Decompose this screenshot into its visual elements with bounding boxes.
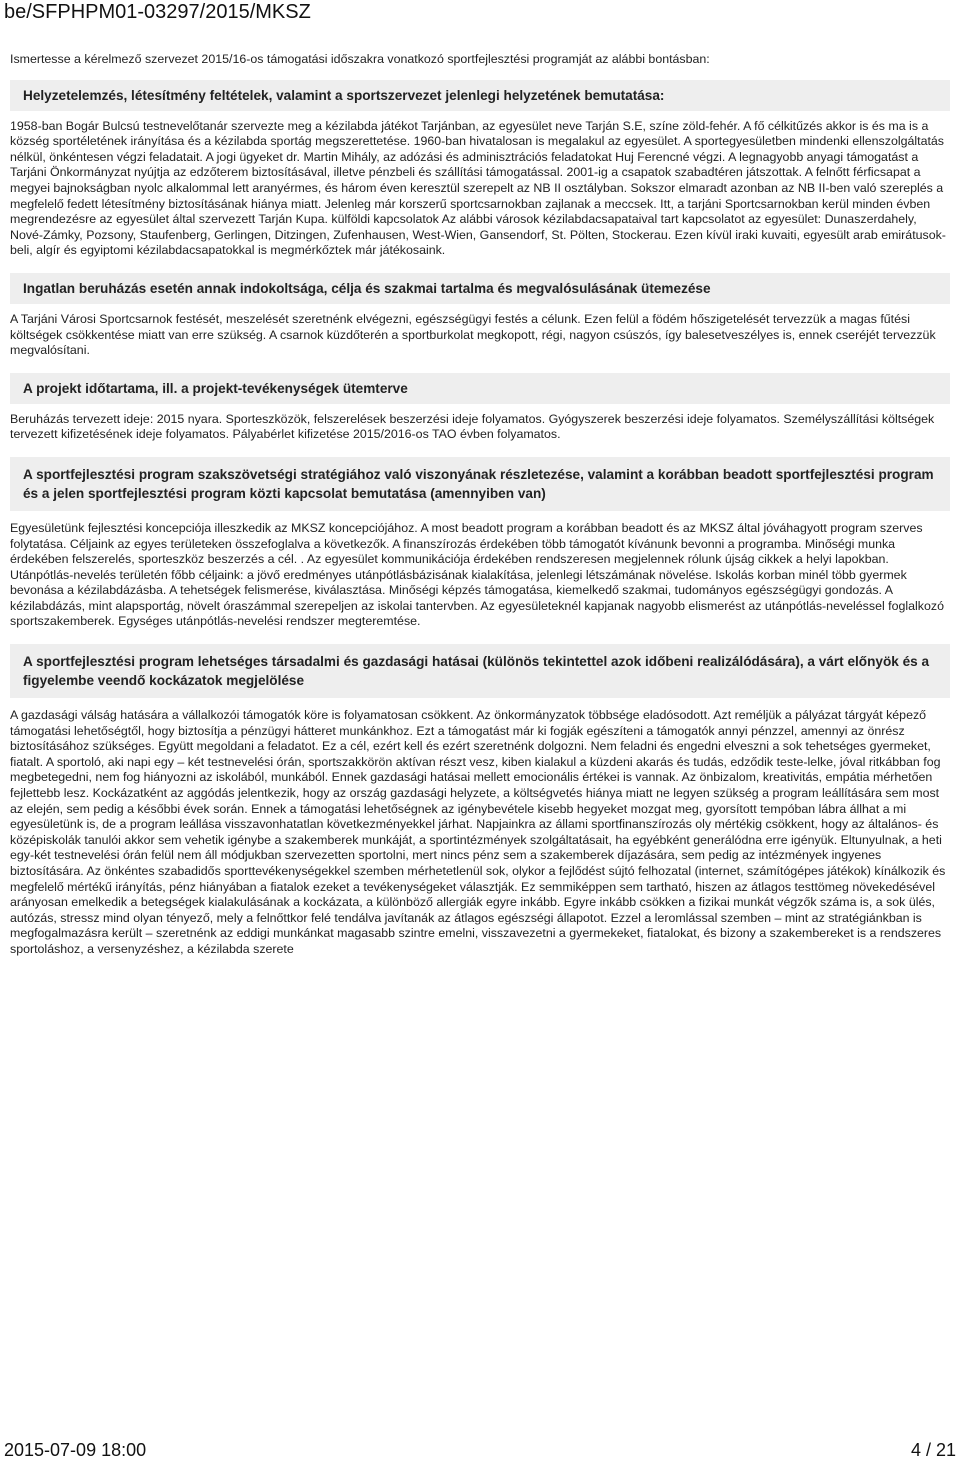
section-body: A Tarjáni Városi Sportcsarnok festését, meszelését szeretnénk elvégezni, egészségügyi festés a célunk. Ezen felül a födém hőszigetelését tervezzük a magas fűtési költségek csökkentése miatt van erre szükség. A csarnok küzdőterén a sportburkolat megkopott, régi, nagyon csúszós, így balesetveszélyes is, ennek cseréjét tervezzük megvalósítani. [10,311,936,358]
section-heading: Ingatlan beruházás esetén annak indokoltsága, célja és szakmai tartalma és megvalósulásának ütemezése [10,273,950,304]
section-heading: Helyzetelemzés, létesítmény feltételek, valamint a sportszervezet jelenlegi helyzetének bemutatása: [10,80,950,111]
section-schedule [10,373,950,443]
document-body [10,52,950,972]
section-real-estate [10,273,950,359]
section-body: Beruházás tervezett ideje: 2015 nyara. Sporteszközök, felszerelések beszerzési ideje folyamatos. Gyógyszerek beszerzési ideje folyamatos. Személyszállítási költségek tervezett kifizetésének ideje folyamatos. Pályabérlet kifizetése 2015/2016-os TAO évben folyamatos. [10,411,935,442]
section-body: Egyesületünk fejlesztési koncepciója illeszkedik az MKSZ koncepciójához. A most beadott program a korábban beadott és az MKSZ által jóváhagyott program szerves folytatása. Céljaink az egyes területeken összefoglalva a következők. A finanszírozás érdekében több támogatót kívánunk bevonni a programba. Minőségi munka érdekében felszerelés, sporteszköz beszerzés a cél. . Az egyesület kommunikációja érdekében rendszeresen megjelennek rólunk újság cikkek a helyi lapokban. Utánpótlás-nevelés területén főbb céljaink: a jövő eredményes utánpótlásbázisának kialakítása, jelenlegi létszámának növelése. Iskolás korban minél több gyermek bevonása a kézilabdázásba. A tehetségek felismerése, kiválasztása. Minőségi képzés támogatása, kiemelkedő szakmai, tudományos egészségügyi gondozás. A kézilabdázás, mint alapsportág, növelt óraszámmal szerepeljen az iskolai tantervben. Az egyesületeknél kapjanak nagyobb elismerést az utánpótlás-neveléssel foglalkozó sportszakemberek. Egységes utánpótlás-nevelési rendszer megteremtése. [10,520,944,629]
section-heading: A sportfejlesztési program szakszövetségi stratégiához való viszonyának részletezése, valamint a korábban beadott sportfejlesztési program és a jelen sportfejlesztési program közti kapcsolat bemutatása (amennyiben van) [10,457,950,511]
intro-text: Ismertesse a kérelmező szervezet 2015/16-os támogatási időszakra vonatkozó sportfejlesztési programját az alábbi bontásban: [10,52,710,66]
section-heading: A sportfejlesztési program lehetséges társadalmi és gazdasági hatásai (különös tekintettel azok időbeni realizálódására), a várt előnyök és a figyelembe veendő kockázatok megjelölése [10,644,950,698]
section-strategy [10,457,950,630]
section-impacts [10,644,950,958]
section-heading: A projekt időtartama, ill. a projekt-tevékenységek ütemterve [10,373,950,404]
section-body: A gazdasági válság hatására a vállalkozói támogatók köre is folyamatosan csökkent. Az önkormányzatok többsége eladósodott. Azt reméljük a pályázat tárgyát képező támogatási lehetőségtől, hogy biztosítja a pénzügyi hátteret munkánkhoz. Ezt a támogatást már ki fogják egészíteni a támogatók annyi pénzzel, amennyi az önrész biztosításához szükséges. Együtt megoldani a feladatot. Ez a cél, ezért kell és ezért szeretnénk dolgozni. Nem feladni és engedni elveszni a sok tehetséges gyermeket, fiatalt. A sportoló, aki napi egy – két testnevelési órán, sportszakkörön aktívan részt vesz, kiben kialakul a küzdeni akarás és tudás, edződik teste-lelke, jóval ritkábban fog megbetegedni, nem fog hiányozni az iskolából, munkából. Ennek gazdasági hatásai mellett emocionális értékei is vannak. Az önbizalom, kreativitás, empátia mérhetően fejlettebb lesz. Kockázatként az aggódás jelentkezik, hogy az ország gazdasági helyzete, a költségvetés hiánya miatt ne legyen szükség a program leállítására sem most az elején, sem pedig a későbbi évek során. Ennek a támogatási lehetőségnek az igénybevétele kisebb hegyeket mozgat meg, gyorsított tempóban lábra állhat a mi egyesületünk is, de a program leállása visszavonhatatlan következményekkel járhat. Napjainkra az állami sportfinanszírozás oly mértékig csökkent, hogy az általános- és középiskolák tanulói akkor sem vehetik igénybe a szakemberek munkáját, a sportintézmények szolgáltatásait, ha egyébként generálódna erre igényük. Eltunyulnak, a heti egy-két testnevelési órán felül nem áll módjukban szervezetten sportolni, mert nincs pénz sem a szakemberek díjazására, sem pedig az intézmények ingyenes biztosítására. Az önkéntes szabadidős sporttevékenységekkel szemben mérhetetlenül sok, olykor a fejlődést sújtó felhozatal (internet, számítógépes játékok) kínálkozik és megfelelő mértékű irányítás, pénz hiányában a fiatalok ezeket a tevékenységeket választják. Ez semmiképpen sem tartható, hiszen az átlagos testtömeg növekedésével arányosan emelkedik a betegségek kialakulásának a kockázata, a különböző allergiák egyre inkább. Egyre inkább csökken a fizikai munkát végzők száma is, a sok ülés, autózás, stressz mind olyan tényező, mely a felnőttkor felé tendálva javítanák az átlagos egészségi állapotot. Ezzel a leromlással szemben – mint az stratégiánkban is megfogalmazásra került – szeretnénk az eddigi munkánkat magasabb szintre emelni, visszavezetni a gyermekeket, fiatalokat, és bizony a szakembereket is a rendszeres sportoláshoz, a versenyzéshez, a kézilabda szerete [10,708,946,956]
section-body: 1958-ban Bogár Bulcsú testnevelőtanár szervezte meg a kézilabda játékot Tarjánban, az egyesület neve Tarján S.E, színe zöld-fehér. A fő célkitűzés akkor is és ma is a község sportéletének irányítása és a kézilabda sportág megszerettetése. 1960-ban hivatalosan is megalakul az egyesület. A sportegyesületben mindenki ellenszolgáltatás nélkül, önkéntesen végzi feladatait. A jogi ügyeket dr. Martin Mihály, az adózási és adminisztrációs feladatokat Huj Ferencné végzi. A legnagyobb anyagi támogatást a Tarjáni Önkormányzat nyújtja az edzőterem biztosításával, illetve pénzbeli és szállítási támogatással. 2001-ig a csapatok szabadtéren játszottak. A felnőtt férficsapat a megyei bajnokságban nyolc alkalommal lett aranyérmes, és három éven keresztül szerepelt az NB II osztályban. Sokszor elmaradt azonban az NB II-ben való szereplés a megfelelő fedett létesítmény biztosításának hiánya miatt. Jelenleg már korszerű sportcsarnokban zajlanak a meccsek. Itt, a tarjáni Sportcsarnokban kerül minden évben megrendezésre az egyesület által szervezett Tarján Kupa. külföldi kapcsolatok Az alábbi városok kézilabdacsapataival tart kapcsolatot az egyesület: Dunaszerdahely, Nové-Zámky, Pozsony, Staufenberg, Gerlingen, Ditzingen, Zufenhausen, West-Wien, Gansendorf, St. Pölten, Stockerau. Ezen kívül iraki kuvaiti, egyesült arab emirátusok-beli, algír és egyiptomi kézilabdacsapatokkal is megmérkőztek már játékosaink. [10,118,946,258]
document-id: be/SFPHPM01-03297/2015/MKSZ [4,1,311,23]
section-situation [10,80,950,259]
page-number: 4 / 21 [910,1440,956,1460]
footer-timestamp: 2015-07-09 18:00 [4,1440,147,1460]
